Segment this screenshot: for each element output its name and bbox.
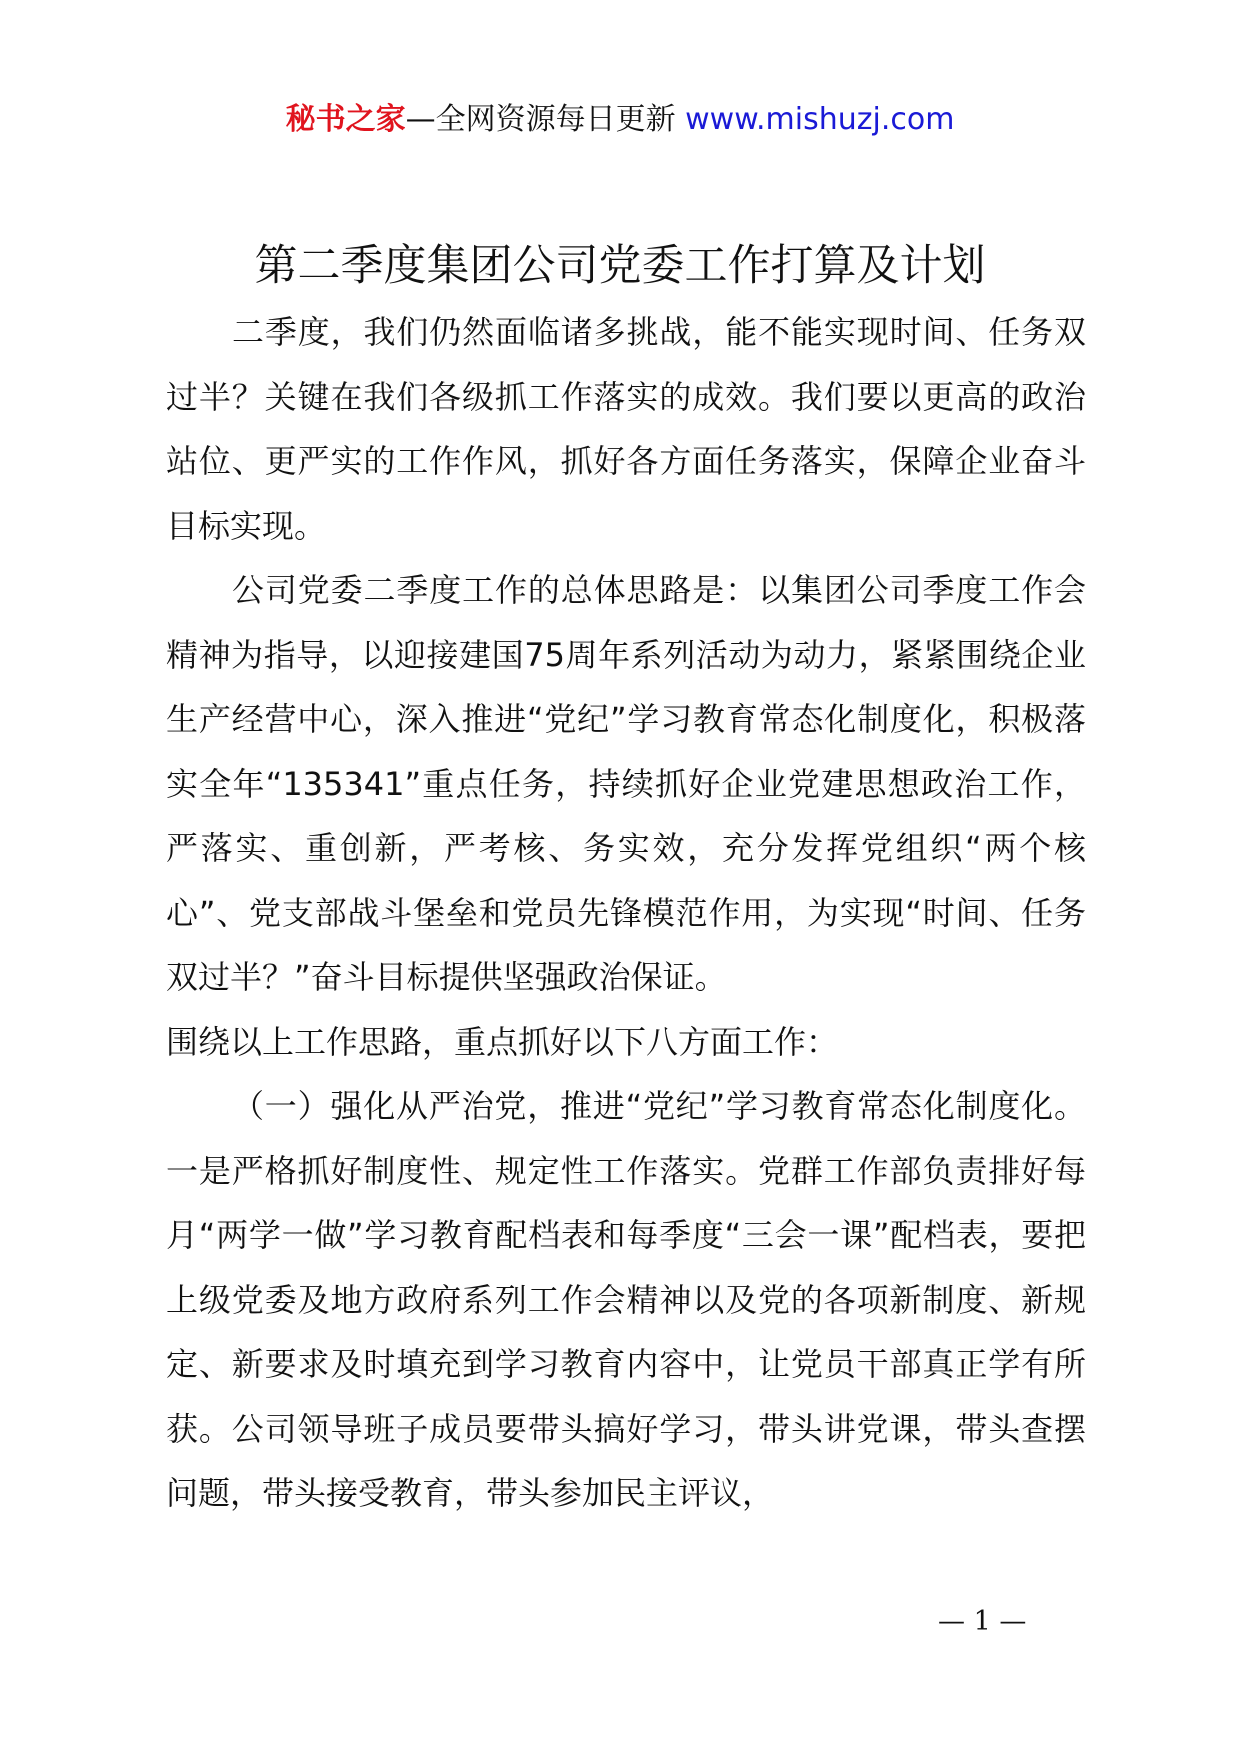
site-header <box>0 100 1240 140</box>
document-title: 第二季度集团公司党委工作打算及计划 <box>254 241 986 291</box>
site-slogan: —全网资源每日更新 <box>405 102 686 137</box>
paragraph-overall-approach: 公司党委二季度工作的总体思路是：以集团公司季度工作会精神为指导，以迎接建国75周年系列活动为动力，紧紧围绕企业生产经营中心，深入推进“党纪”学习教育常态化制度化，积极落实全年“135341”重点任务，持续抓好企业党建思想政治工作，严落实、重创新，严考核、务实效，充分发挥党组织“两个核心”、党支部战斗堡垒和党员先锋模范作用，为实现“时间、任务双过半？”奋斗目标提供坚强政治保证。 <box>166 571 1086 996</box>
site-name: 秘书之家 <box>285 102 406 137</box>
paragraph-eight-aspects: 围绕以上工作思路，重点抓好以下八方面工作： <box>166 1022 839 1061</box>
page-number: — 1 — <box>938 1606 1027 1637</box>
document-body <box>166 300 1086 1526</box>
paragraph-intro: 二季度，我们仍然面临诸多挑战，能不能实现时间、任务双过半？关键在我们各级抓工作落实的成效。我们要以更高的政治站位、更严实的工作作风，抓好各方面任务落实，保障企业奋斗目标实现。 <box>166 313 1086 545</box>
paragraph-section-one: （一）强化从严治党，推进“党纪”学习教育常态化制度化。一是严格抓好制度性、规定性工作落实。党群工作部负责排好每月“两学一做”学习教育配档表和每季度“三会一课”配档表，要把上级党委及地方政府系列工作会精神以及党的各项新制度、新规定、新要求及时填充到学习教育内容中，让党员干部真正学有所获。公司领导班子成员要带头搞好学习，带头讲党课，带头查摆问题，带头接受教育，带头参加民主评议， <box>166 1087 1086 1512</box>
site-url-link[interactable]: www.mishuzj.com <box>685 102 955 137</box>
